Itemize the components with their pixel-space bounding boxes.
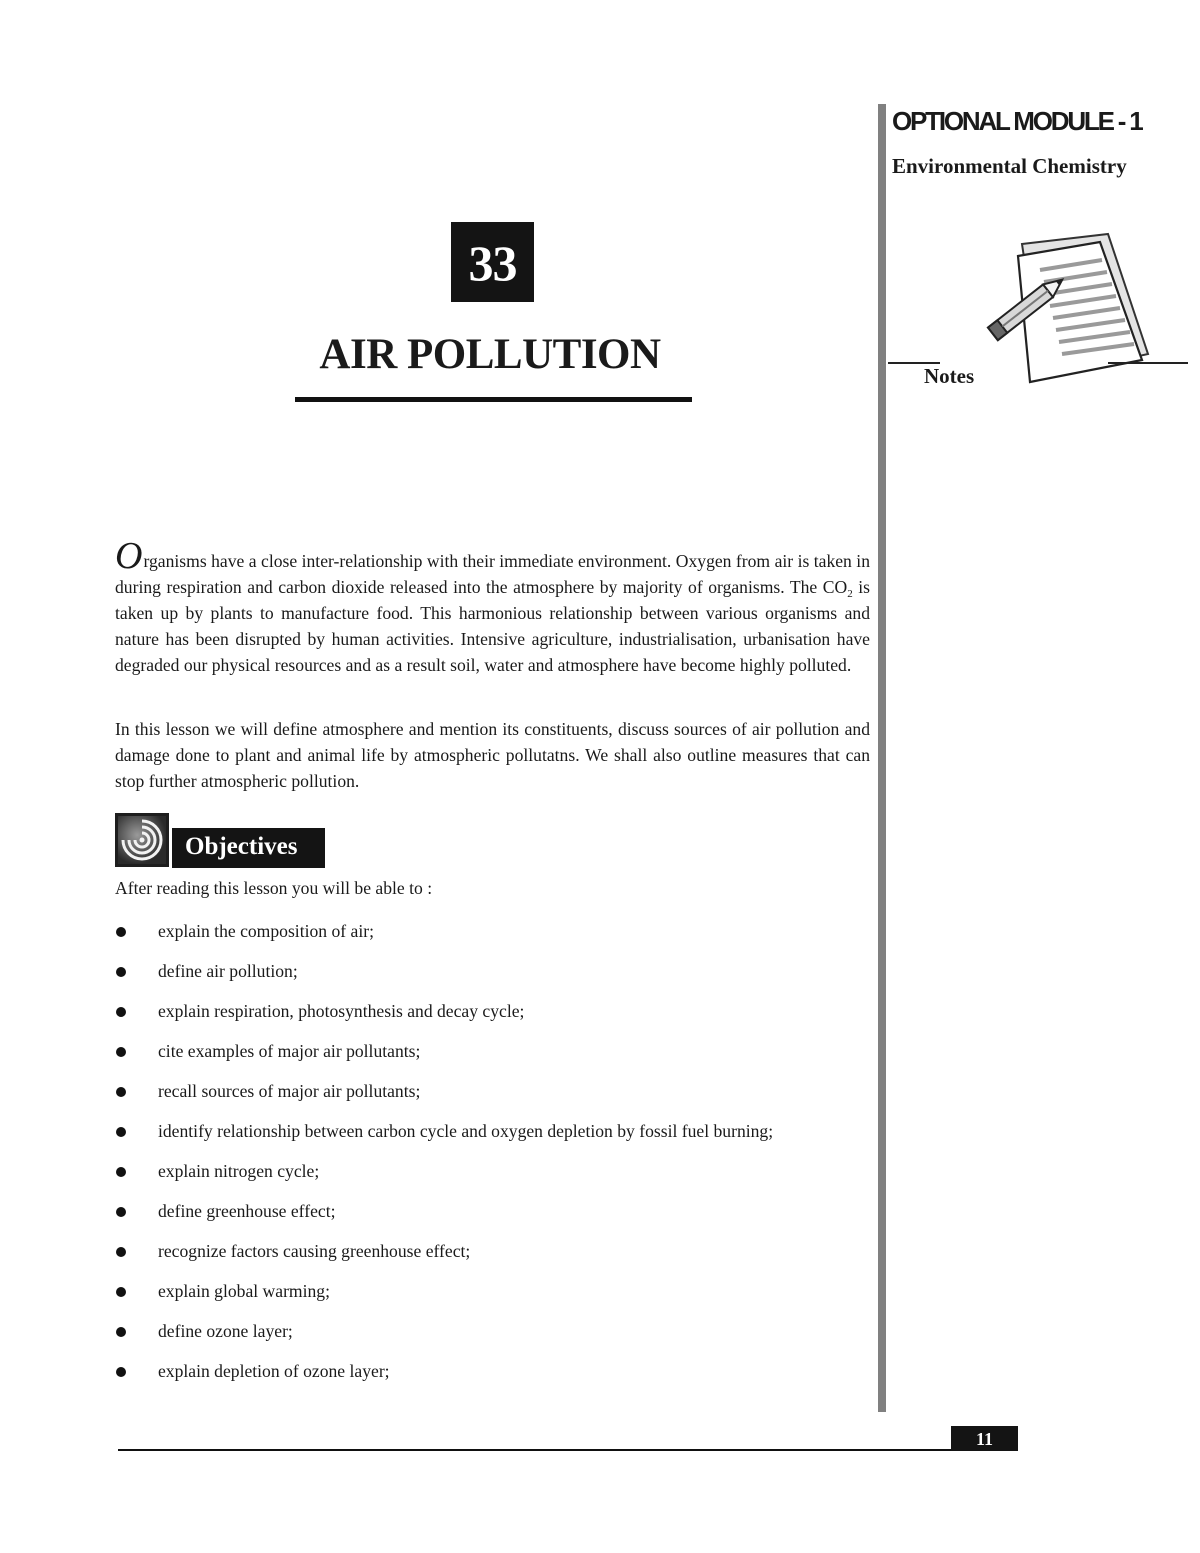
module-title: OPTIONAL MODULE - 1 (892, 106, 1142, 136)
bullet-icon (116, 1247, 126, 1257)
module-subtitle: Environmental Chemistry (892, 154, 1127, 178)
objectives-list (115, 918, 875, 1398)
intro-text-b: is taken up by plants to manufacture food. This harmonious relationship between various organisms and nature has been disrupted by human activities. Intensive agriculture, industrialisation, urbanisation have degraded our physical resources and as a result soil, water and atmosphere have become highly polluted. (115, 577, 871, 675)
chapter-number: 33 (451, 222, 534, 302)
target-swirl-icon (115, 813, 169, 867)
chapter-title: AIR POLLUTION (319, 331, 661, 378)
list-item: cite examples of major air pollutants; (115, 1038, 875, 1078)
bullet-icon (116, 1007, 126, 1017)
list-item: explain the composition of air; (115, 918, 875, 958)
bullet-icon (116, 1367, 126, 1377)
bullet-icon (116, 1327, 126, 1337)
notes-rule-right (1108, 362, 1188, 364)
objectives-heading: Objectives (172, 828, 325, 868)
list-item: recall sources of major air pollutants; (115, 1078, 875, 1118)
list-item: define ozone layer; (115, 1318, 875, 1358)
intro-paragraph-1 (115, 535, 871, 678)
title-underline (295, 397, 692, 402)
subscript-2: 2 (847, 588, 853, 600)
list-item: explain nitrogen cycle; (115, 1158, 875, 1198)
list-item: explain global warming; (115, 1278, 875, 1318)
list-item: identify relationship between carbon cycle and oxygen depletion by fossil fuel burning; (115, 1118, 875, 1158)
objectives-intro: After reading this lesson you will be able to : (115, 878, 433, 898)
list-item: explain depletion of ozone layer; (115, 1358, 875, 1398)
bullet-icon (116, 1287, 126, 1297)
notes-label: Notes (924, 364, 975, 388)
bullet-icon (116, 1127, 126, 1137)
bullet-icon (116, 1207, 126, 1217)
list-item: explain respiration, photosynthesis and decay cycle; (115, 998, 875, 1038)
bullet-icon (116, 1047, 126, 1057)
margin-divider (878, 104, 886, 1412)
bullet-icon (116, 927, 126, 937)
page-number: 11 (951, 1426, 1018, 1451)
intro-paragraph-2: In this lesson we will define atmosphere and mention its constituents, discuss sources of air pollution and damage done to plant and animal life by atmospheric pollutatns. We shall also outline measures that can stop further atmospheric pollution. (115, 719, 870, 791)
footer-rule (118, 1449, 1018, 1451)
bullet-icon (116, 967, 126, 977)
bullet-icon (116, 1167, 126, 1177)
bullet-icon (116, 1087, 126, 1097)
list-item: recognize factors causing greenhouse effect; (115, 1238, 875, 1278)
list-item: define air pollution; (115, 958, 875, 998)
drop-cap: O (115, 535, 143, 577)
intro-text-a: rganisms have a close inter-relationship with their immediate environment. Oxygen from air is taken in during respiration and carbon dioxide released into the atmosphere by majority of organisms. The CO (115, 551, 870, 597)
list-item: define greenhouse effect; (115, 1198, 875, 1238)
